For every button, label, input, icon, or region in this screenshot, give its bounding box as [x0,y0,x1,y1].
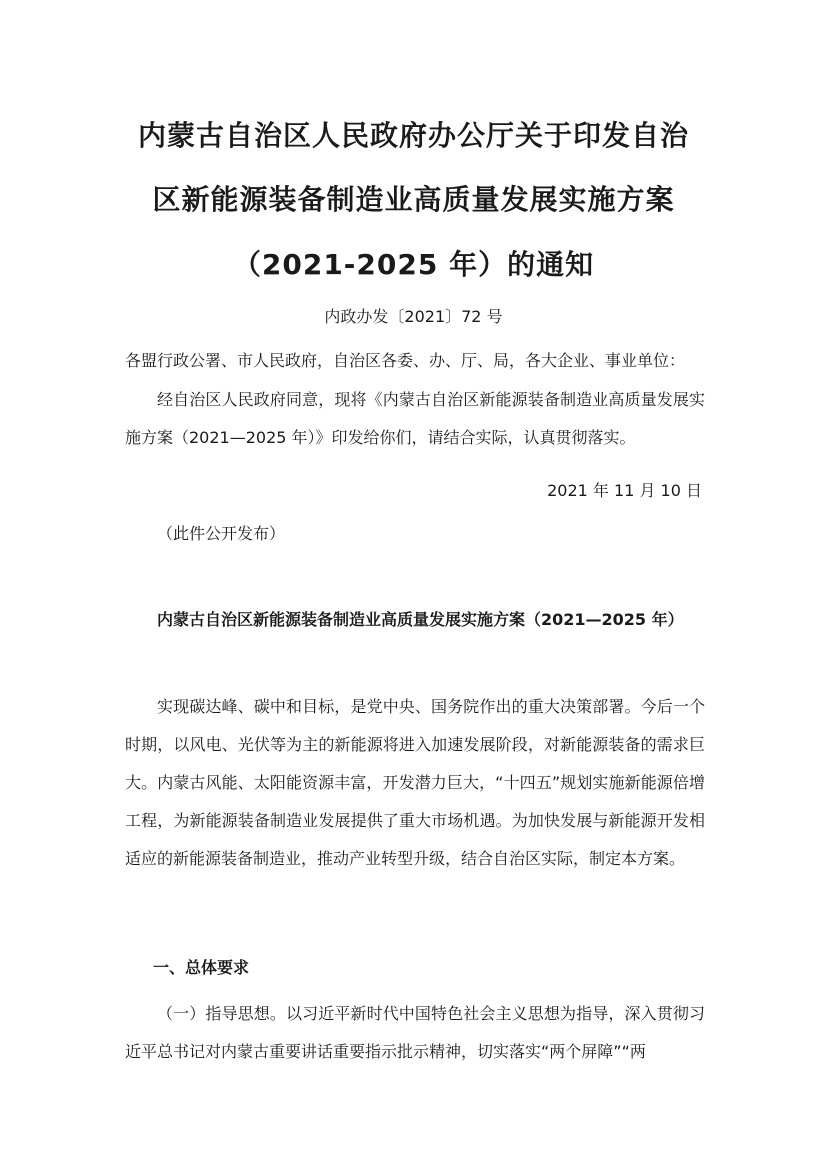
section-heading-general-requirements: 一、总体要求 [153,958,250,977]
recipients-line: 各盟行政公署、市人民政府，自治区各委、办、厅、局，各大企业、事业单位： [125,351,686,370]
notice-body: 经自治区人民政府同意，现将《内蒙古自治区新能源装备制造业高质量发展实施方案（2021—2025 年）》印发给你们，请结合实际，认真贯彻落实。 [125,390,705,447]
plan-title: 内蒙古自治区新能源装备制造业高质量发展实施方案（2021—2025 年） [157,610,684,629]
publication-note: （此件公开发布） [157,524,286,543]
guiding-ideology-paragraph: （一）指导思想。以习近平新时代中国特色社会主义思想为指导，深入贯彻习近平总书记对内蒙古重要讲话重要指示批示精神，切实落实“两个屏障”“两 [125,1004,705,1061]
title-line-3: （2021-2025 年）的通知 [232,248,595,281]
document-number: 内政办发〔2021〕72 号 [324,307,503,326]
issue-date: 2021 年 11 月 10 日 [547,481,702,500]
intro-paragraph: 实现碳达峰、碳中和目标，是党中央、国务院作出的重大决策部署。今后一个时期，以风电、光伏等为主的新能源将进入加速发展阶段，对新能源装备的需求巨大。内蒙古风能、太阳能资源丰富，开发潜力巨大，“十四五”规划实施新能源倍增工程，为新能源装备制造业发展提供了重大市场机遇。为加快发展与新能源开发相适应的新能源装备制造业，推动产业转型升级，结合自治区实际，制定本方案。 [125,697,705,868]
title-line-2: 区新能源装备制造业高质量发展实施方案 [152,183,675,216]
title-line-1: 内蒙古自治区人民政府办公厅关于印发自治 [137,119,689,152]
